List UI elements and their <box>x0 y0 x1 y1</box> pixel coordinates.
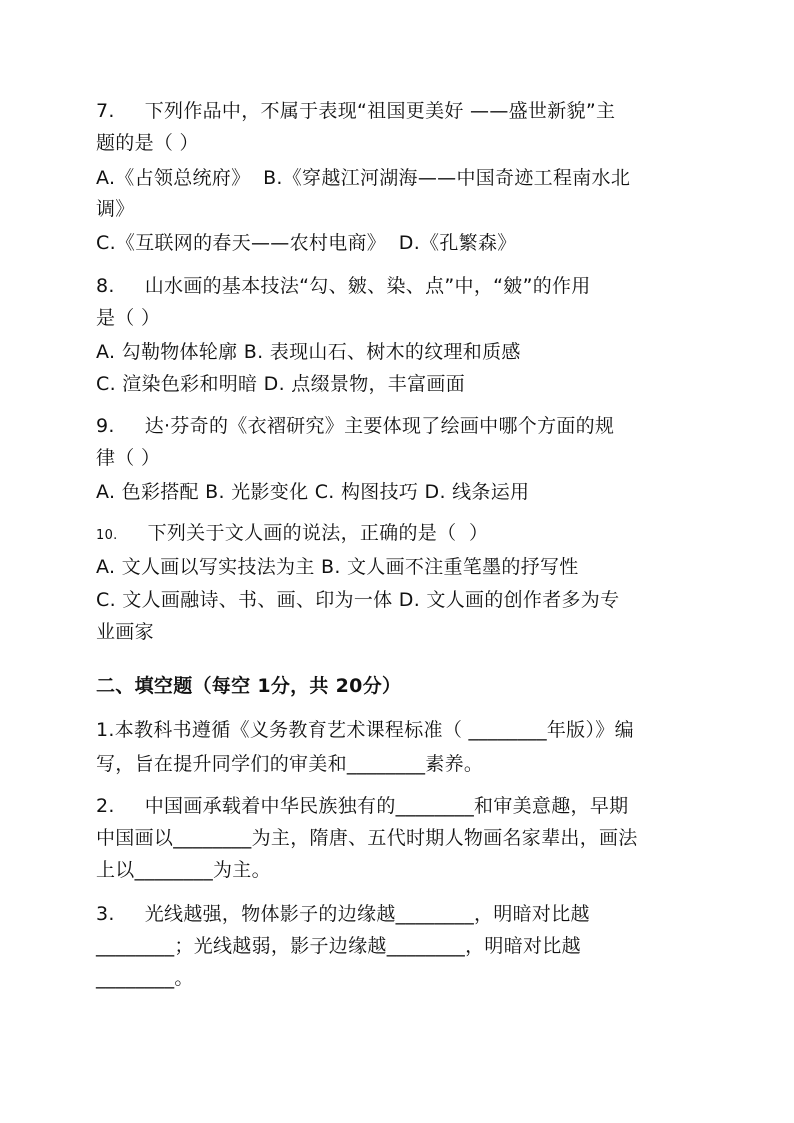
option-line: C. 渲染色彩和明暗 D. 点缀景物，丰富画面 <box>96 373 465 395</box>
item-number: 3. <box>96 903 115 925</box>
fill-line: 上以________为主。 <box>96 859 271 881</box>
option-line: A.《占领总统府》 B.《穿越江河湖海——中国奇迹工程南水北 <box>96 167 631 189</box>
question-number: 7. <box>96 100 115 122</box>
option-line: A. 文人画以写实技法为主 B. 文人画不注重笔墨的抒写性 <box>96 556 579 578</box>
option-line: 业画家 <box>96 621 154 643</box>
question-stem: 9. 达·芬奇的《衣褶研究》主要体现了绘画中哪个方面的规 <box>96 415 615 437</box>
option-line: 调》 <box>96 198 135 220</box>
question-stem: 律（ ） <box>96 447 161 469</box>
option-line: A. 色彩搭配 B. 光影变化 C. 构图技巧 D. 线条运用 <box>96 481 530 503</box>
fill-line: 2. 中国画承载着中华民族独有的________和审美意趣，早期 <box>96 795 629 817</box>
option-line: C.《互联网的春天——农村电商》 D.《孔繁森》 <box>96 232 517 254</box>
section-heading: 二、填空题（每空 1分，共 20分） <box>96 675 402 697</box>
fill-line: 1.本教科书遵循《义务教育艺术课程标准（ ________年版）》编 <box>96 719 634 741</box>
question-stem: 题的是（ ） <box>96 132 199 154</box>
question-stem: 是（ ） <box>96 307 161 329</box>
option-line: A. 勾勒物体轮廓 B. 表现山石、树木的纹理和质感 <box>96 341 521 363</box>
option-line: C. 文人画融诗、书、画、印为一体 D. 文人画的创作者多为专 <box>96 589 620 611</box>
question-stem: 10. 下列关于文人画的说法，正确的是（ ） <box>96 522 489 544</box>
item-number: 2. <box>96 795 115 817</box>
fill-line: ________。 <box>96 967 194 989</box>
question-number: 8. <box>96 275 115 297</box>
fill-line: ________；光线越弱，影子边缘越________，明暗对比越 <box>96 935 581 957</box>
fill-line: 中国画以________为主，隋唐、五代时期人物画名家辈出，画法 <box>96 827 638 849</box>
fill-line: 3. 光线越强，物体影子的边缘越________，明暗对比越 <box>96 903 590 925</box>
question-number: 10. <box>96 528 118 543</box>
question-stem: 7. 下列作品中，不属于表现“祖国更美好 ——盛世新貌”主 <box>96 100 616 122</box>
question-number: 9. <box>96 415 115 437</box>
question-stem: 8. 山水画的基本技法“勾、皴、染、点”中，“皴”的作用 <box>96 275 591 297</box>
fill-line: 写，旨在提升同学们的审美和________素养。 <box>96 753 484 775</box>
